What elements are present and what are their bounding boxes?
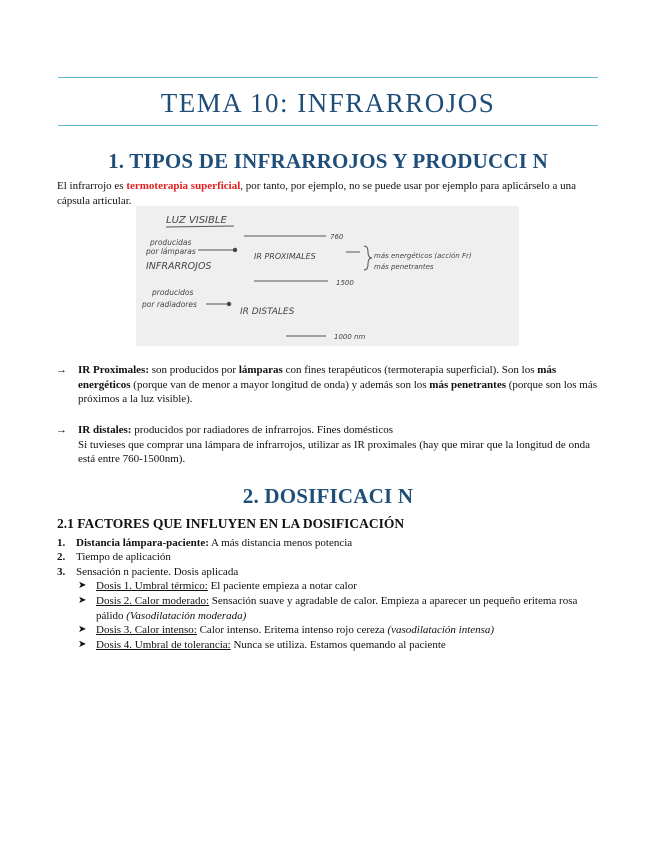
ir-distales-paragraph (78, 423, 599, 467)
section2-subheading: 2.1 FACTORES QUE INFLUYEN EN LA DOSIFICACIÓN (57, 516, 405, 531)
bold-text: lámparas (238, 364, 283, 376)
item-number: 3. (57, 566, 66, 578)
arrowhead-bullet-icon: ➤ (78, 595, 87, 606)
diagram-mas-penetrantes: más penetrantes (374, 263, 434, 271)
diagram-infrarrojos: INFRARROJOS (146, 261, 212, 272)
text: son producidos por (148, 364, 239, 376)
ir-proximales-label: IR Proximales: (78, 364, 149, 376)
dosis-1 (96, 579, 596, 594)
arrowhead-bullet-icon: ➤ (78, 580, 87, 591)
dosis-label: Dosis 4. Umbral de tolerancia: (96, 639, 231, 651)
dosis-text: Nunca se utiliza. Estamos quemando al paciente (230, 639, 446, 651)
bold-text: más penetrantes (429, 378, 506, 391)
dosis-label: Dosis 3. Calor intenso: (96, 624, 197, 636)
ir-distales-label: IR distales: (78, 424, 132, 436)
dosis-italic: (vasodilatación intensa) (387, 624, 495, 636)
diagram-producidos-1: producidos (152, 288, 194, 297)
top-rule (58, 77, 598, 78)
bold-text: más energéticos (78, 364, 557, 391)
dosis-2 (96, 594, 596, 623)
text: producidos por radiadores de infrarrojos. Fines domésticos (131, 424, 393, 436)
text: (porque van de menor a mayor longitud de onda) y además son los (130, 378, 430, 391)
diagram-producidos-2: por radiadores (142, 300, 197, 309)
dosis-label: Dosis 2. Calor moderado: (96, 595, 210, 607)
section2-heading: 2. DOSIFICACI N (242, 484, 414, 508)
section1-heading: 1. TIPOS DE INFRARROJOS Y PRODUCCI N (108, 149, 548, 173)
dosis-italic: (Vasodilatación moderada) (126, 609, 247, 622)
text: Si tuvieses que comprar una lámpara de infrarrojos, utilizar as IR proximales (hay que mirar que la longitud de onda está entre 760-1500nm). (78, 438, 590, 466)
intro-highlight: termoterapia superficial (126, 180, 241, 192)
dosis-3 (96, 623, 596, 638)
intro-text-end: , por tanto, por ejemplo, no se puede usar por ejemplo para aplicárselo a una cápsula articular. (57, 180, 576, 207)
dosis-text: El paciente empieza a notar calor (207, 580, 357, 592)
page-title: TEMA 10: INFRARROJOS (160, 88, 496, 118)
diagram-luz-visible: LUZ VISIBLE (166, 215, 227, 226)
arrow-bullet-icon: → (56, 424, 67, 436)
diagram-1500: 1500 (336, 279, 354, 287)
diagram-producidas-2: por lámparas (146, 247, 196, 256)
title-rule (58, 125, 598, 126)
intro-paragraph (57, 179, 599, 208)
text: (porque son los más próximos a la luz visible). (78, 378, 598, 406)
item-sensacion: Sensación n paciente. Dosis aplicada (76, 566, 239, 578)
diagram-ir-proximales: IR PROXIMALES (254, 252, 316, 261)
diagram-760: 760 (330, 233, 344, 241)
arrowhead-bullet-icon: ➤ (78, 639, 87, 650)
item-number: 1. (57, 537, 66, 549)
ir-proximales-paragraph (78, 363, 599, 407)
item-number: 2. (57, 551, 66, 563)
diagram-1000nm: 1000 nm (334, 333, 366, 341)
diagram-ir-distales: IR DISTALES (240, 307, 295, 317)
item-text: A más distancia menos potencia (208, 537, 353, 549)
diagram-producidas-1: producidas (150, 238, 192, 247)
item-tiempo: Tiempo de aplicación (76, 551, 171, 563)
item-distancia (76, 536, 352, 551)
dosis-4 (96, 638, 596, 653)
arrow-bullet-icon: → (56, 364, 67, 376)
handwritten-diagram (136, 206, 519, 346)
diagram-mas-energeticos: más energéticos (acción Fr) (374, 252, 472, 260)
item-label: Distancia lámpara-paciente: (76, 537, 209, 549)
arrowhead-bullet-icon: ➤ (78, 624, 87, 635)
text: con fines terapéuticos (termoterapia superficial). Son los (282, 364, 538, 376)
dosis-text: Sensación suave y agradable de calor. Empieza a aparecer un pequeño eritema rosa pálido (96, 595, 578, 622)
dosis-label: Dosis 1. Umbral térmico: (96, 580, 208, 592)
intro-text: El infrarrojo es (57, 180, 127, 192)
dosis-text: Calor intenso. Eritema intenso rojo cereza (196, 624, 388, 636)
